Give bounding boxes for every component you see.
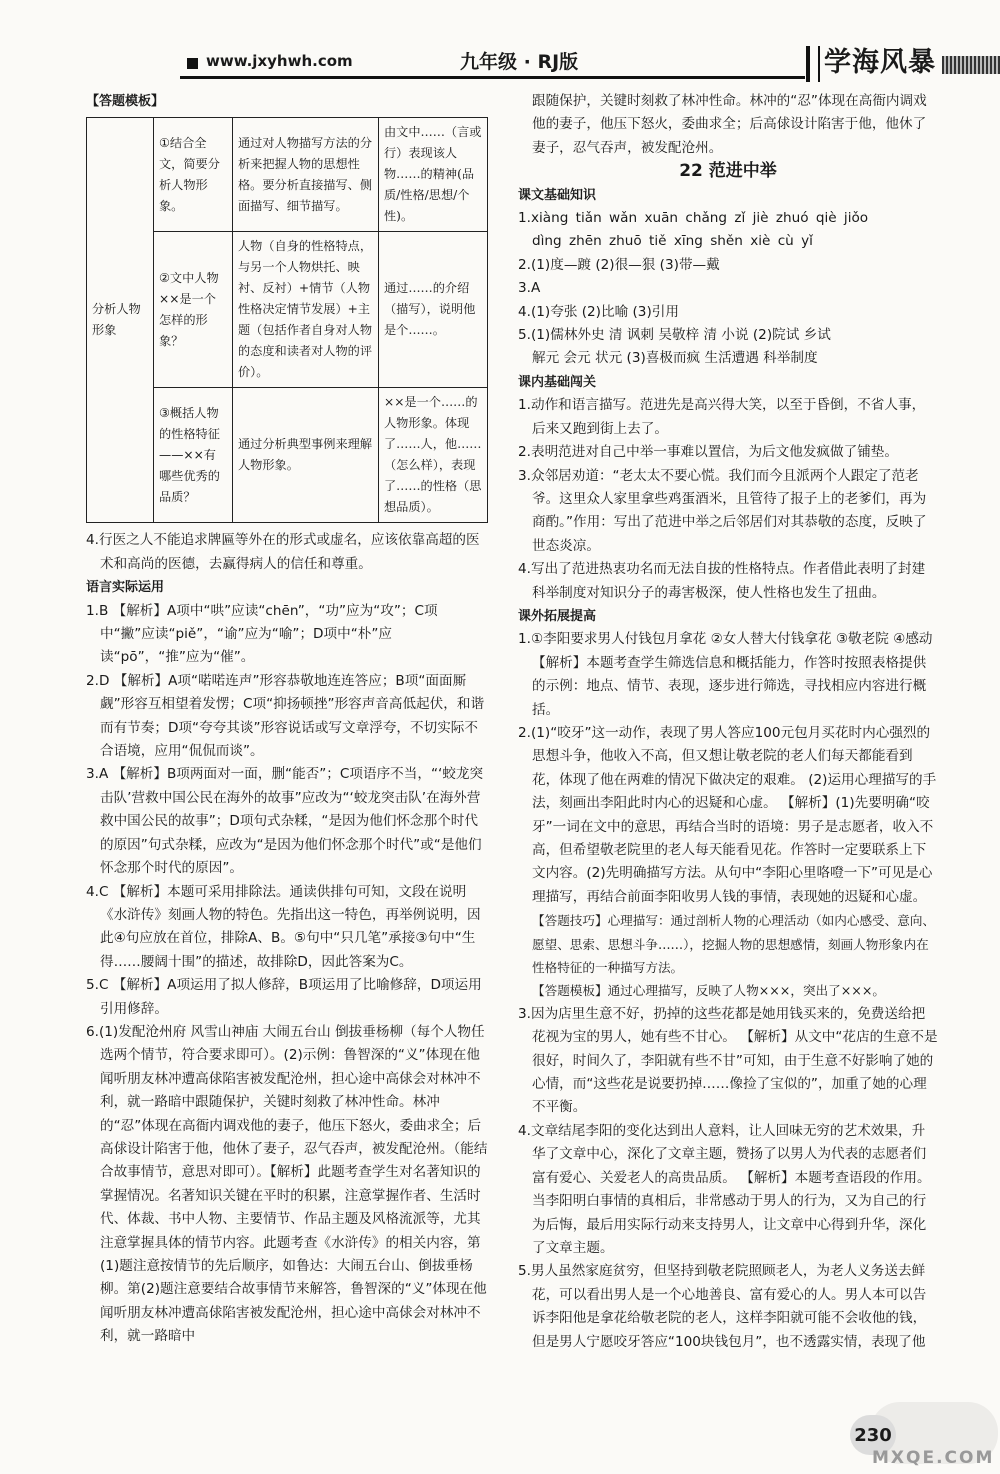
answer-item: 2.(1)度—踱 (2)很—狠 (3)带—戴 [518, 256, 720, 273]
page-header [0, 0, 1000, 90]
table-cell: 由文中……（言或行）表现该人物……的精神(品质/性格/思想/个性)。 [379, 118, 488, 232]
answer-item: 3.因为店里生意不好，扔掉的这些花都是她用钱买来的，免费送给把花视为宝的男人，她有些不甘心。 【解析】从文中“花店的生意不是很好，时间久了，李阳就有些不甘”可知，由于生意不好影响了她的心情，而“这些花是说要扔掉……像捡了宝似的”，加重了她的心理不平衡。 [518, 1005, 938, 1116]
right-column [518, 90, 938, 1354]
pinyin-line: dìng zhēn zhuō tiě xīng shěn xiè cù yǐ [532, 233, 813, 250]
section-heading: 课内基础闯关 [518, 374, 597, 390]
answer-template-table [86, 117, 488, 523]
table-cell: 人物（自身的性格特点，与另一个人物烘托、映衬、反衬）+情节（人物性格决定情节发展）+主题（包括作者自身对人物的态度和读者对人物的评价）。 [233, 232, 379, 388]
website-url: www.jxyhwh.com [206, 52, 353, 70]
section-heading: 课文基础知识 [518, 187, 597, 203]
lesson-title: 22 范进中举 [679, 161, 777, 182]
answer-item: 4.(1)夸张 (2)比喻 (3)引用 [518, 303, 679, 320]
square-bullet-icon [187, 58, 198, 69]
answer-item: 3.A [518, 280, 541, 297]
answer-item: 5.C 【解析】A项运用了拟人修辞，B项运用了比喻修辞，D项运用引用修辞。 [86, 977, 482, 1017]
section-heading: 课外拓展提高 [518, 608, 597, 624]
brand-logo: 学海风暴 [824, 47, 936, 78]
answer-item: 3.A 【解析】B项两面对一面，删“能否”；C项语序不当，“‘蛟龙突击队’营救中国公民在海外的故事”应改为“‘蛟龙突击队’在海外营救中国公民的故事”；D项句式杂糅，“是因为他们怀念那个时代的原因”句式杂糅，应改为“是因为他们怀念那个时代”或“是他们怀念那个时代的原因”。 [86, 766, 484, 877]
table-cell: ①结合全文，简要分析人物形象。 [154, 118, 233, 232]
table-side-label: 分析人物形象 [87, 118, 154, 523]
pinyin-line: 1.xiàng tiǎn wǎn xuān chǎng zǐ jiè zhuó qiè jiǒo [518, 210, 869, 227]
table-cell: 通过……的介绍（描写），说明他是个……。 [379, 232, 488, 388]
answer-item: 1.动作和语言描写。范进先是高兴得大笑，以至于昏倒，不省人事，后来又跑到街上去了。 [518, 397, 926, 437]
continued-text: 跟随保护，关键时刻救了林冲性命。林冲的“忍”体现在高衙内调戏他的妻子，他压下怒火，委曲求全；后高俅设计陷害于他，他休了妻子，忍气吞声，被发配沧州。 [532, 93, 927, 156]
section-heading: 语言实际运用 [86, 580, 165, 596]
answer-item: 4.行医之人不能追求牌匾等外在的形式或虚名，应该依靠高超的医术和高尚的医德，去赢得病人的信任和尊重。 [86, 532, 480, 572]
answer-item: 3.众邻居劝道：“老太太不要心慌。我们而今且派两个人跟定了范老爷。这里众人家里拿些鸡蛋酒米，且管待了报子上的老爹们，再为商酌。”作用：写出了范进中举之后邻居们对其恭敬的态度，反映了世态炎凉。 [518, 467, 927, 554]
left-column [86, 90, 488, 1349]
grade-edition: 九年级 · RJ版 [460, 51, 579, 73]
table-cell: ③概括人物的性格特征——××有哪些优秀的品质？ [154, 388, 233, 523]
answer-item: 4.写出了范进热衷功名而无法自拔的性格特点。作者借此表明了封建科举制度对知识分子的毒害极深，使人性格也发生了扭曲。 [518, 561, 926, 601]
watermark-text: MXQE.COM [872, 1448, 995, 1468]
answer-item: 5.(1)儒林外史 清 讽刺 吴敬梓 清 小说 (2)院试 乡试 [518, 327, 831, 344]
answer-item: 解元 会元 状元 (3)喜极而疯 生活遭遇 科举制度 [532, 350, 818, 367]
answer-item: 2.D 【解析】A项“喏喏连声”形容恭敬地连连答应；B项“面面厮觑”形容互相望着发愣；C项“抑扬顿挫”形容声音高低起伏，和谐而有节奏；D项“夸夸其谈”形容说话或写文章浮夸，不切实际不合语境，应用“侃侃而谈”。 [86, 672, 485, 760]
answer-item: 5.男人虽然家庭贫穷，但坚持到敬老院照顾老人，为老人义务送去鲜花，可以看出男人是一个心地善良、富有爱心的人。男人本可以告诉李阳他是拿花给敬老院的老人，这样李阳就可能不会收他的钱，但是男人宁愿咬牙答应“100块钱包月”，也不透露实情，表现了他 [518, 1263, 927, 1350]
answer-item: 4.C 【解析】本题可采用排除法。通读供排句可知，文段在说明《水浒传》刻画人物的特色。先指出这一特色，再举例说明，因此④句应放在首位，排除A、B。⑤句中“只几笔”承接③句中“生得……腰阔十围”的描述，故排除D，因此答案为C。 [86, 883, 481, 970]
template-label: 【答题模板】 [86, 94, 165, 109]
answer-item: 4.文章结尾李阳的变化达到出人意料，让人回味无穷的艺术效果，升华了文章中心，深化了文章主题，赞扬了以男人为代表的志愿者们富有爱心、关爱老人的高贵品质。 【解析】本题考查语段的作用。当李阳明白事情的真相后，非常感动于男人的行为，又为自己的行为后悔，最后用实际行动来支持男人，让文章中心得到升华，深化了文章主题。 [518, 1122, 931, 1256]
answer-item: 1.B 【解析】A项中“哄”应读“chēn”，“功”应为“攻”；C项中“撇”应读“piě”，“谕”应为“喻”；D项中“朴”应读“pō”，“推”应为“催”。 [86, 602, 438, 666]
bars-icon [806, 46, 820, 82]
table-cell: 通过对人物描写方法的分析来把握人物的思想性格。要分析直接描写、侧面描写、细节描写。 [233, 118, 379, 232]
table-cell: ××是一个……的人物形象。体现了……人，他……（怎么样），表现了……的性格（思想品质）。 [379, 388, 488, 523]
answer-item: 1.①李阳要求男人付钱包月拿花 ②女人替大付钱拿花 ③敬老院 ④感动 【解析】本题考查学生筛选信息和概括能力，作答时按照表格提供的示例：地点、情节、表现，逐步进行筛选，寻找相应内容进行概括。 [518, 631, 933, 718]
table-cell: 通过分析典型事例来理解人物形象。 [233, 388, 379, 523]
answer-template: 【答题模板】通过心理描写，反映了人物×××，突出了×××。 [532, 983, 885, 999]
table-cell: ②文中人物××是一个怎样的形象？ [154, 232, 233, 388]
stripe-decoration [942, 56, 1000, 74]
page-number: 230 [850, 1415, 896, 1455]
answer-item: 6.(1)发配沧州府 风雪山神庙 大闹五台山 倒拔垂杨柳（每个人物任选两个情节，符合要求即可）。(2)示例：鲁智深的“义”体现在他闻听朋友林冲遭高俅陷害被发配沧州，担心途中高俅会对林冲不利，就一路暗中跟随保护，关键时刻救了林冲性命。林冲的“忍”体现在高衙内调戏他的妻子，他压下怒火，委曲求全；后高俅设计陷害于他，他休了妻子，忍气吞声，被发配沧州。（能结合故事情节，意思对即可）。【解析】此题考查学生对名著知识的掌握情况。名著知识关键在平时的积累，注意掌握作者、生活时代、体裁、书中人物、主要情节、作品主题及风格流派等，尤其注意掌握具体的情节内容。此题考查《水浒传》的相关内容，第(1)题注意按情节的先后顺序，如鲁达：大闹五台山、倒拔垂杨柳。第(2)题注意要结合故事情节来解答，鲁智深的“义”体现在他闻听朋友林冲遭高俅陷害被发配沧州，担心途中高俅会对林冲不利，就一路暗中 [86, 1023, 488, 1345]
table-row [87, 118, 488, 232]
answer-item: 2.(1)“咬牙”这一动作，表现了男人答应100元包月买花时内心强烈的思想斗争，他收入不高，但又想让敬老院的老人们每天都能看到花，体现了他在两难的情况下做决定的艰难。 (2)运用心理描写的手法，刻画出李阳此时内心的迟疑和心虚。 【解析】(1)先要明确“咬牙”一词在文中的意思，再结合当时的语境：男子是志愿者，收入不高，但希望敬老院里的老人每天能看见花。作答时一定要联系上下文内容。(2)先明确描写方法。从句中“李阳心里咯噔一下”可见是心理描写，再结合前面李阳收男人钱的事情，表现她的迟疑和心虚。 [518, 724, 937, 905]
header-rule [180, 76, 805, 79]
answer-tip: 【答题技巧】心理描写：通过剖析人物的心理活动（如内心感受、意向、愿望、思索、思想斗争……），挖掘人物的思想感情，刻画人物形象内在性格特征的一种描写方法。 [532, 913, 935, 976]
answer-item: 2.表明范进对自己中举一事难以置信，为后文他发疯做了铺垫。 [518, 444, 898, 461]
